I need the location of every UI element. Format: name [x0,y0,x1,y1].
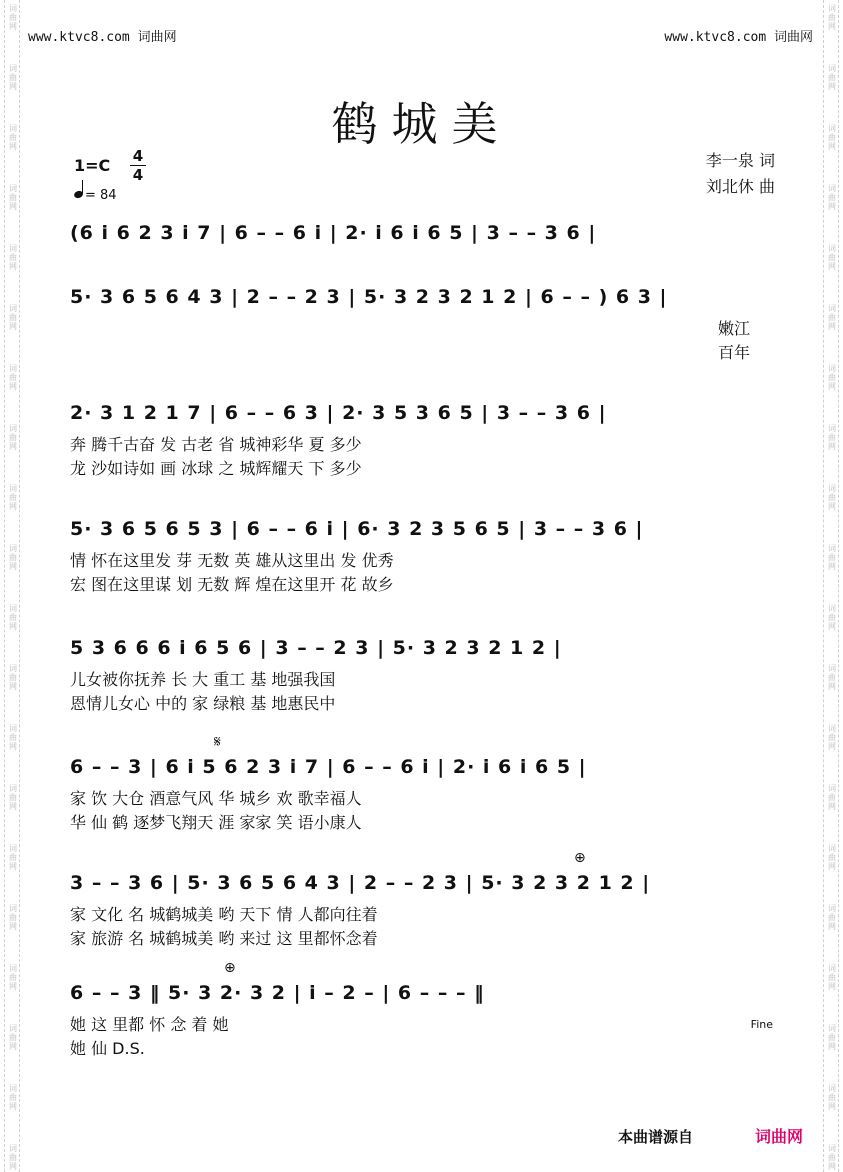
lyric-line-3a: 奔 腾千古奋 发 古老 省 城神彩华 夏 多少 [70,435,362,454]
staff-line-8: 6 – – 3 ‖ 5· 3 2· 3 2 | i – 2 – | 6 – – – ‖ [70,982,485,1004]
time-signature-top: 4 [132,147,144,165]
segno-sign: 𝄋 [214,732,221,751]
tempo-marking [74,188,117,203]
lyric-line-8a: 她 这 里都 怀 念 着 她 [70,1015,229,1034]
left-margin-mark: 词 曲 网 [9,64,17,91]
right-margin-mark: 词 曲 网 [828,604,836,631]
left-margin-mark: 词 曲 网 [9,544,17,571]
right-margin-column [823,0,839,1172]
right-margin-mark: 词 曲 网 [828,904,836,931]
key-signature: 1=C [74,156,111,175]
tempo-value: = 84 [85,188,117,203]
right-margin-mark: 词 曲 网 [828,844,836,871]
right-margin-mark: 词 曲 网 [828,1144,836,1171]
lyric-line-2a: 嫩江 [718,319,751,338]
left-margin-mark: 词 曲 网 [9,664,17,691]
right-margin-mark: 词 曲 网 [828,784,836,811]
left-margin-mark: 词 曲 网 [9,124,17,151]
header-url-right[interactable]: www.ktvc8.com 词曲网 [664,30,813,45]
left-margin-mark: 词 曲 网 [9,1144,17,1171]
left-margin-column [4,0,20,1172]
lyric-line-3b: 龙 沙如诗如 画 冰球 之 城辉耀天 下 多少 [70,459,362,478]
right-margin-mark: 词 曲 网 [828,364,836,391]
left-margin-mark: 词 曲 网 [9,184,17,211]
left-margin-mark: 词 曲 网 [9,1024,17,1051]
left-margin-mark: 词 曲 网 [9,4,17,31]
left-margin-mark: 词 曲 网 [9,724,17,751]
header-url-left[interactable]: www.ktvc8.com 词曲网 [28,30,177,45]
quarter-note-icon [73,190,84,200]
left-margin-mark: 词 曲 网 [9,244,17,271]
right-margin-mark: 词 曲 网 [828,304,836,331]
lyric-line-4b: 宏 图在这里谋 划 无数 辉 煌在这里开 花 故乡 [70,575,394,594]
right-margin-mark: 词 曲 网 [828,424,836,451]
lyric-line-6a: 家 饮 大仓 酒意气风 华 城乡 欢 歌幸福人 [70,789,362,808]
lyric-line-8b: 她 仙 D.S. [70,1039,145,1058]
coda-sign-1: ⊕ [574,850,586,866]
footer-site-logo[interactable]: 词曲网 [754,1127,803,1146]
right-margin-mark: 词 曲 网 [828,1024,836,1051]
right-margin-mark: 词 曲 网 [828,544,836,571]
time-signature-bottom: 4 [132,166,144,184]
staff-line-5: 5 3 6 6 6 i 6 5 6 | 3 – – 2 3 | 5· 3 2 3 2 1 2 | [70,637,562,659]
staff-line-4: 5· 3 6 5 6 5 3 | 6 – – 6 i | 6· 3 2 3 5 6 5 | 3 – – 3 6 | [70,518,644,540]
right-margin-mark: 词 曲 网 [828,4,836,31]
right-margin-mark: 词 曲 网 [828,964,836,991]
right-margin-mark: 词 曲 网 [828,184,836,211]
footer-source-text: 本曲谱源自 [617,1128,693,1146]
left-margin-mark: 词 曲 网 [9,604,17,631]
left-margin-mark: 词 曲 网 [9,424,17,451]
composer-credit: 刘北休 曲 [705,177,775,196]
fine-marking: Fine [750,1018,773,1031]
staff-line-1: (6 i 6 2 3 i 7 | 6 – – 6 i | 2· i 6 i 6 5 | 3 – – 3 6 | [70,222,597,244]
right-margin-mark: 词 曲 网 [828,64,836,91]
staff-line-7: 3 – – 3 6 | 5· 3 6 5 6 4 3 | 2 – – 2 3 | 5· 3 2 3 2 1 2 | [70,872,651,894]
left-margin-mark: 词 曲 网 [9,784,17,811]
staff-line-3: 2· 3 1 2 1 7 | 6 – – 6 3 | 2· 3 5 3 6 5 | 3 – – 3 6 | [70,402,607,424]
lyric-line-2b: 百年 [718,343,751,362]
left-margin-mark: 词 曲 网 [9,484,17,511]
left-margin-mark: 词 曲 网 [9,304,17,331]
left-margin-mark: 词 曲 网 [9,1084,17,1111]
staff-line-2: 5· 3 6 5 6 4 3 | 2 – – 2 3 | 5· 3 2 3 2 1 2 | 6 – – ) 6 3 | [70,286,668,308]
left-margin-mark: 词 曲 网 [9,364,17,391]
right-margin-mark: 词 曲 网 [828,1084,836,1111]
time-signature [130,148,146,183]
lyricist-credit: 李一泉 词 [705,151,775,170]
right-margin-mark: 词 曲 网 [828,124,836,151]
song-title: 鹤城美 [331,97,512,151]
lyric-line-7b: 家 旅游 名 城鹤城美 哟 来过 这 里都怀念着 [70,929,378,948]
right-margin-mark: 词 曲 网 [828,484,836,511]
left-margin-mark: 词 曲 网 [9,904,17,931]
left-margin-mark: 词 曲 网 [9,844,17,871]
lyric-line-7a: 家 文化 名 城鹤城美 哟 天下 情 人都向往着 [70,905,378,924]
lyric-line-5b: 恩情儿女心 中的 家 绿粮 基 地惠民中 [70,694,336,713]
lyric-line-4a: 情 怀在这里发 芽 无数 英 雄从这里出 发 优秀 [70,551,394,570]
right-margin-mark: 词 曲 网 [828,244,836,271]
right-margin-mark: 词 曲 网 [828,664,836,691]
left-margin-mark: 词 曲 网 [9,964,17,991]
staff-line-6: 6 – – 3 | 6 i 5 6 2 3 i 7 | 6 – – 6 i | 2· i 6 i 6 5 | [70,756,587,778]
right-margin-mark: 词 曲 网 [828,724,836,751]
lyric-line-6b: 华 仙 鹤 逐梦飞翔天 涯 家家 笑 语小康人 [70,813,362,832]
coda-sign-2: ⊕ [224,960,236,976]
lyric-line-5a: 儿女被你抚养 长 大 重工 基 地强我国 [70,670,336,689]
